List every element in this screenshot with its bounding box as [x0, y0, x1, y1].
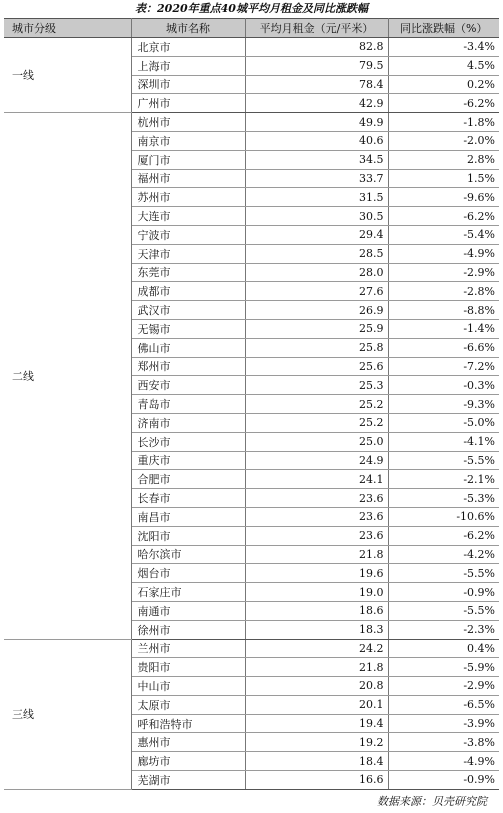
table-row: [4, 38, 499, 57]
city-name-cell: 中山市: [131, 677, 245, 696]
avg-rent-cell: 49.9: [245, 113, 388, 132]
city-name-cell: 呼和浩特市: [131, 714, 245, 733]
avg-rent-cell: 26.9: [245, 301, 388, 320]
city-name-cell: 廊坊市: [131, 752, 245, 771]
city-name-cell: 南通市: [131, 601, 245, 620]
yoy-change-cell: -6.2%: [388, 94, 499, 113]
city-name-cell: 烟台市: [131, 564, 245, 583]
city-name-cell: 北京市: [131, 38, 245, 57]
tier-label: 一线: [4, 38, 131, 113]
avg-rent-cell: 18.3: [245, 620, 388, 639]
header-tier: 城市分级: [4, 19, 131, 38]
city-name-cell: 郑州市: [131, 357, 245, 376]
city-name-cell: 长沙市: [131, 432, 245, 451]
avg-rent-cell: 25.2: [245, 395, 388, 414]
city-name-cell: 成都市: [131, 282, 245, 301]
city-name-cell: 杭州市: [131, 113, 245, 132]
yoy-change-cell: -5.4%: [388, 225, 499, 244]
avg-rent-cell: 29.4: [245, 225, 388, 244]
avg-rent-cell: 16.6: [245, 771, 388, 790]
avg-rent-cell: 33.7: [245, 169, 388, 188]
yoy-change-cell: -9.3%: [388, 395, 499, 414]
avg-rent-cell: 20.1: [245, 695, 388, 714]
avg-rent-cell: 24.2: [245, 639, 388, 658]
city-name-cell: 武汉市: [131, 301, 245, 320]
city-name-cell: 重庆市: [131, 451, 245, 470]
city-name-cell: 佛山市: [131, 338, 245, 357]
city-name-cell: 无锡市: [131, 319, 245, 338]
yoy-change-cell: -2.1%: [388, 470, 499, 489]
yoy-change-cell: -3.9%: [388, 714, 499, 733]
city-name-cell: 深圳市: [131, 75, 245, 94]
city-name-cell: 南京市: [131, 131, 245, 150]
avg-rent-cell: 34.5: [245, 150, 388, 169]
yoy-change-cell: -5.5%: [388, 601, 499, 620]
header-rent: 平均月租金（元/平米）: [245, 19, 388, 38]
yoy-change-cell: 0.2%: [388, 75, 499, 94]
city-name-cell: 芜湖市: [131, 771, 245, 790]
yoy-change-cell: -2.8%: [388, 282, 499, 301]
avg-rent-cell: 19.4: [245, 714, 388, 733]
table-body: [4, 38, 499, 790]
avg-rent-cell: 27.6: [245, 282, 388, 301]
yoy-change-cell: -0.3%: [388, 376, 499, 395]
table-row: [4, 113, 499, 132]
yoy-change-cell: -2.3%: [388, 620, 499, 639]
avg-rent-cell: 25.2: [245, 413, 388, 432]
yoy-change-cell: -0.9%: [388, 583, 499, 602]
yoy-change-cell: -8.8%: [388, 301, 499, 320]
yoy-change-cell: -2.0%: [388, 131, 499, 150]
header-change: 同比涨跌幅（%）: [388, 19, 499, 38]
avg-rent-cell: 23.6: [245, 507, 388, 526]
avg-rent-cell: 21.8: [245, 658, 388, 677]
city-name-cell: 哈尔滨市: [131, 545, 245, 564]
table-title: 表：2020年重点40城平均月租金及同比涨跌幅: [135, 2, 368, 15]
avg-rent-cell: 20.8: [245, 677, 388, 696]
city-name-cell: 太原市: [131, 695, 245, 714]
city-name-cell: 石家庄市: [131, 583, 245, 602]
table-row: [4, 639, 499, 658]
yoy-change-cell: 4.5%: [388, 56, 499, 75]
yoy-change-cell: -5.0%: [388, 413, 499, 432]
city-name-cell: 济南市: [131, 413, 245, 432]
city-name-cell: 东莞市: [131, 263, 245, 282]
avg-rent-cell: 28.0: [245, 263, 388, 282]
city-name-cell: 广州市: [131, 94, 245, 113]
city-name-cell: 福州市: [131, 169, 245, 188]
yoy-change-cell: -9.6%: [388, 188, 499, 207]
city-name-cell: 上海市: [131, 56, 245, 75]
yoy-change-cell: 1.5%: [388, 169, 499, 188]
yoy-change-cell: -6.5%: [388, 695, 499, 714]
city-name-cell: 沈阳市: [131, 526, 245, 545]
yoy-change-cell: -1.8%: [388, 113, 499, 132]
header-row: [4, 19, 499, 38]
city-name-cell: 青岛市: [131, 395, 245, 414]
data-source: 数据来源：贝壳研究院: [377, 794, 487, 808]
avg-rent-cell: 25.0: [245, 432, 388, 451]
avg-rent-cell: 19.2: [245, 733, 388, 752]
avg-rent-cell: 24.9: [245, 451, 388, 470]
yoy-change-cell: -4.9%: [388, 244, 499, 263]
yoy-change-cell: -6.2%: [388, 207, 499, 226]
avg-rent-cell: 18.4: [245, 752, 388, 771]
yoy-change-cell: -5.3%: [388, 489, 499, 508]
tier-label: 三线: [4, 639, 131, 789]
city-name-cell: 长春市: [131, 489, 245, 508]
city-name-cell: 贵阳市: [131, 658, 245, 677]
city-name-cell: 合肥市: [131, 470, 245, 489]
yoy-change-cell: -5.9%: [388, 658, 499, 677]
avg-rent-cell: 23.6: [245, 526, 388, 545]
avg-rent-cell: 18.6: [245, 601, 388, 620]
city-name-cell: 厦门市: [131, 150, 245, 169]
city-name-cell: 宁波市: [131, 225, 245, 244]
yoy-change-cell: -5.5%: [388, 564, 499, 583]
city-name-cell: 大连市: [131, 207, 245, 226]
yoy-change-cell: -2.9%: [388, 263, 499, 282]
avg-rent-cell: 24.1: [245, 470, 388, 489]
yoy-change-cell: -3.4%: [388, 38, 499, 57]
tier-label: 二线: [4, 113, 131, 639]
yoy-change-cell: 2.8%: [388, 150, 499, 169]
avg-rent-cell: 19.6: [245, 564, 388, 583]
city-name-cell: 惠州市: [131, 733, 245, 752]
city-name-cell: 徐州市: [131, 620, 245, 639]
avg-rent-cell: 42.9: [245, 94, 388, 113]
yoy-change-cell: -7.2%: [388, 357, 499, 376]
avg-rent-cell: 79.5: [245, 56, 388, 75]
header-city: 城市名称: [131, 19, 245, 38]
yoy-change-cell: -2.9%: [388, 677, 499, 696]
avg-rent-cell: 25.6: [245, 357, 388, 376]
avg-rent-cell: 25.8: [245, 338, 388, 357]
yoy-change-cell: -3.8%: [388, 733, 499, 752]
city-name-cell: 天津市: [131, 244, 245, 263]
city-name-cell: 南昌市: [131, 507, 245, 526]
avg-rent-cell: 31.5: [245, 188, 388, 207]
avg-rent-cell: 25.9: [245, 319, 388, 338]
avg-rent-cell: 19.0: [245, 583, 388, 602]
avg-rent-cell: 21.8: [245, 545, 388, 564]
avg-rent-cell: 40.6: [245, 131, 388, 150]
yoy-change-cell: -0.9%: [388, 771, 499, 790]
yoy-change-cell: -10.6%: [388, 507, 499, 526]
avg-rent-cell: 25.3: [245, 376, 388, 395]
city-name-cell: 西安市: [131, 376, 245, 395]
yoy-change-cell: -6.6%: [388, 338, 499, 357]
yoy-change-cell: -6.2%: [388, 526, 499, 545]
avg-rent-cell: 82.8: [245, 38, 388, 57]
yoy-change-cell: -4.1%: [388, 432, 499, 451]
yoy-change-cell: -4.2%: [388, 545, 499, 564]
avg-rent-cell: 30.5: [245, 207, 388, 226]
yoy-change-cell: -4.9%: [388, 752, 499, 771]
yoy-change-cell: 0.4%: [388, 639, 499, 658]
yoy-change-cell: -1.4%: [388, 319, 499, 338]
avg-rent-cell: 23.6: [245, 489, 388, 508]
city-name-cell: 兰州市: [131, 639, 245, 658]
yoy-change-cell: -5.5%: [388, 451, 499, 470]
avg-rent-cell: 28.5: [245, 244, 388, 263]
rent-table: [4, 18, 499, 790]
city-name-cell: 苏州市: [131, 188, 245, 207]
avg-rent-cell: 78.4: [245, 75, 388, 94]
